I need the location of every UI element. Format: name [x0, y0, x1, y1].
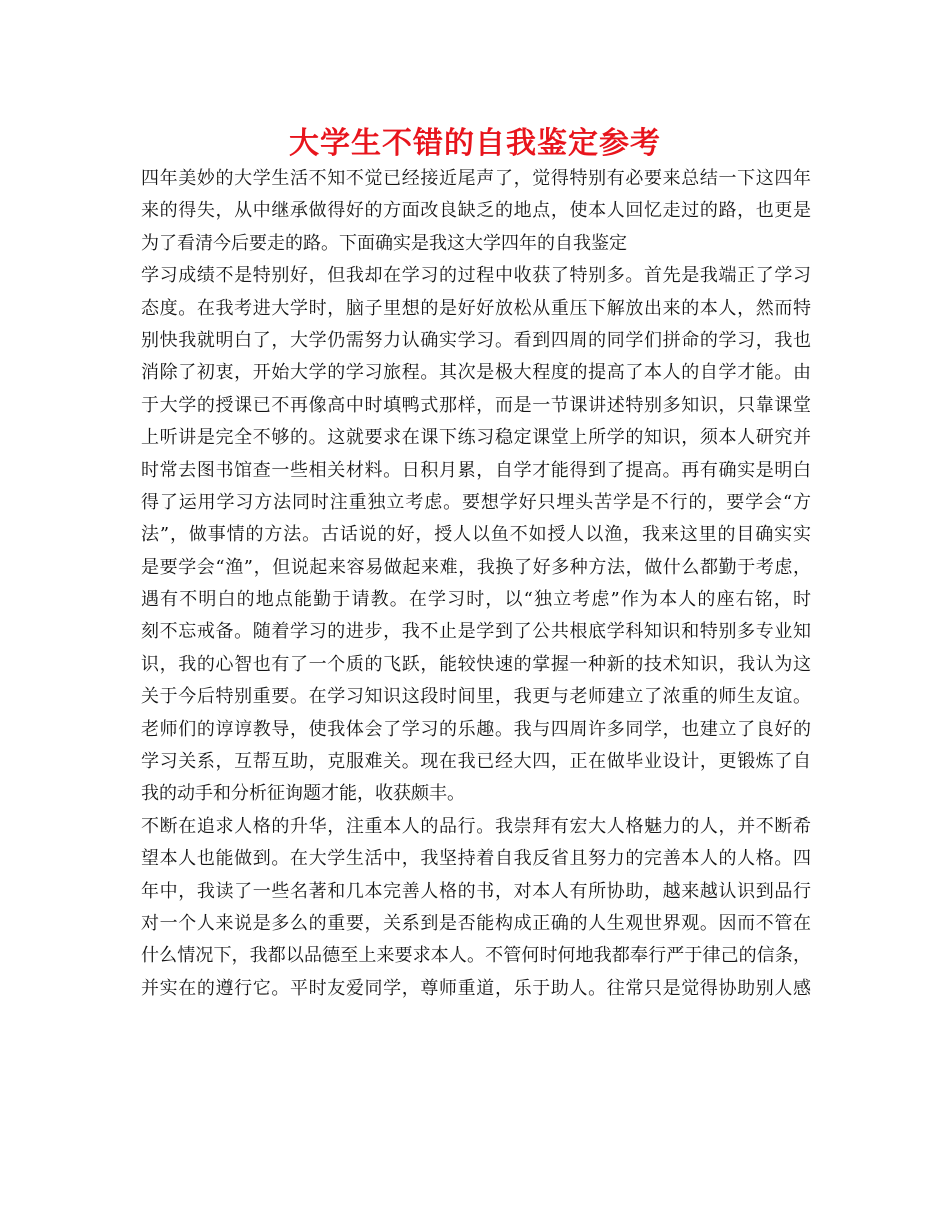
- document-body: [141, 163, 811, 1005]
- text-line: 态度。在我考进大学时，脑子里想的是好好放松从重压下解放出来的本人，然而特: [141, 297, 811, 319]
- text-line: 老师们的谆谆教导，使我体会了学习的乐趣。我与四周许多同学，也建立了良好的: [141, 718, 811, 740]
- text-line: 学习成绩不是特别好，但我却在学习的过程中收获了特别多。首先是我端正了学习: [141, 265, 811, 287]
- text-line: 是要学会“渔”，但说起来容易做起来难，我换了好多种方法，做什么都勤于考虑，: [141, 556, 811, 578]
- text-line: 刻不忘戒备。随着学习的进步，我不止是学到了公共根底学科知识和特别多专业知: [141, 621, 811, 643]
- text-line: 望本人也能做到。在大学生活中，我坚持着自我反省且努力的完善本人的人格。四: [141, 848, 811, 870]
- text-line: 消除了初衷，开始大学的学习旅程。其次是极大程度的提高了本人的自学才能。由: [141, 362, 811, 384]
- text-line: 别快我就明白了，大学仍需努力认确实学习。看到四周的同学们拼命的学习，我也: [141, 329, 811, 351]
- text-line: 我的动手和分析征询题才能，收获颇丰。: [141, 783, 465, 805]
- text-line: 识，我的心智也有了一个质的飞跃，能较快速的掌握一种新的技术知识，我认为这: [141, 653, 811, 675]
- text-line: 什么情况下，我都以品德至上来要求本人。不管何时何地我都奉行严于律己的信条，: [141, 945, 811, 967]
- text-line: 时常去图书馆查一些相关材料。日积月累，自学才能得到了提高。再有确实是明白: [141, 459, 811, 481]
- text-line: 关于今后特别重要。在学习知识这段时间里，我更与老师建立了浓重的师生友谊。: [141, 686, 811, 708]
- text-line: 为了看清今后要走的路。下面确实是我这大学四年的自我鉴定: [141, 232, 627, 254]
- text-line: 来的得失，从中继承做得好的方面改良缺乏的地点，使本人回忆走过的路，也更是: [141, 200, 811, 222]
- text-line: 学习关系，互帮互助，克服难关。现在我已经大四，正在做毕业设计，更锻炼了自: [141, 751, 811, 773]
- text-line: 对一个人来说是多么的重要，关系到是否能构成正确的人生观世界观。因而不管在: [141, 912, 811, 934]
- page-title: 大学生不错的自我鉴定参考: [289, 126, 661, 161]
- text-line: 年中，我读了一些名著和几本完善人格的书，对本人有所协助，越来越认识到品行: [141, 880, 811, 902]
- text-line: 遇有不明白的地点能勤于请教。在学习时，以“独立考虑”作为本人的座右铭，时: [141, 589, 811, 611]
- text-line: 四年美妙的大学生活不知不觉已经接近尾声了，觉得特别有必要来总结一下这四年: [141, 168, 811, 189]
- text-line: 上听讲是完全不够的。这就要求在课下练习稳定课堂上所学的知识，须本人研究并: [141, 427, 811, 449]
- text-line: 于大学的授课已不再像高中时填鸭式那样，而是一节课讲述特别多知识，只靠课堂: [141, 394, 811, 416]
- text-line: 不断在追求人格的升华，注重本人的品行。我崇拜有宏大人格魅力的人，并不断希: [141, 815, 811, 837]
- text-line: 得了运用学习方法同时注重独立考虑。要想学好只埋头苦学是不行的，要学会“方: [141, 491, 811, 513]
- text-line: 法”，做事情的方法。古话说的好，授人以鱼不如授人以渔，我来这里的目确实实: [141, 524, 811, 546]
- text-line: 并实在的遵行它。平时友爱同学，尊师重道，乐于助人。往常只是觉得协助别人感: [141, 977, 811, 999]
